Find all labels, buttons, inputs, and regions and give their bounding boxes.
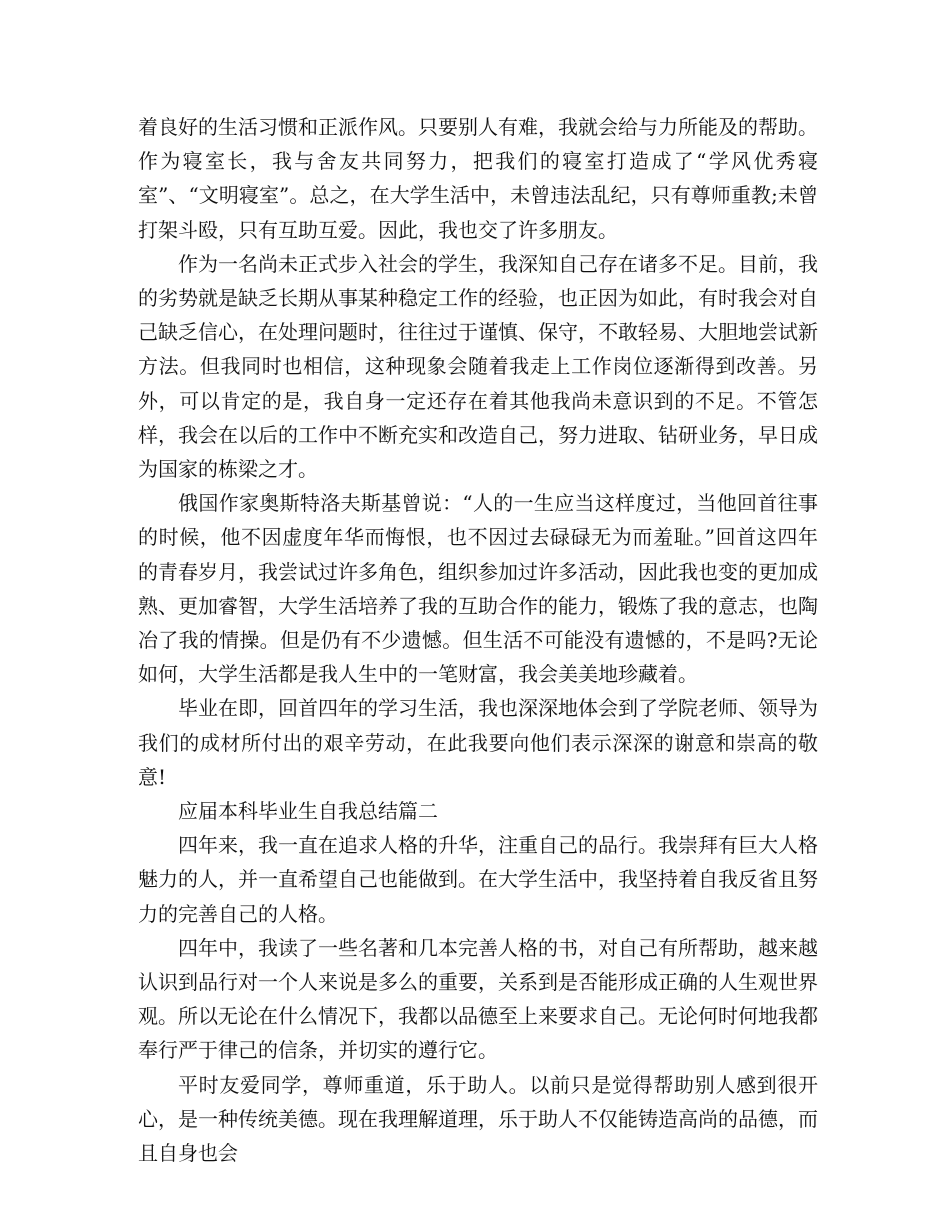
paragraph-continued: 着良好的生活习惯和正派作风。只要别人有难，我就会给与力所能及的帮助。作为寝室长，我与舍友共同努力，把我们的寝室打造成了“学风优秀寝室”、“文明寝室”。总之，在大学生活中，未曾违法乱纪，只有尊师重教;未曾打架斗殴，只有互助互爱。因此，我也交了许多朋友。 — [138, 115, 818, 242]
paragraph-character: 四年来，我一直在追求人格的升华，注重自己的品行。我崇拜有巨大人格魅力的人，并一直希望自己也能做到。在大学生活中，我坚持着自我反省且努力的完善自己的人格。 — [138, 833, 818, 926]
paragraph-quote: 俄国作家奥斯特洛夫斯基曾说：“人的一生应当这样度过，当他回首往事的时候，他不因虚度年华而悔恨，也不因过去碌碌无为而羞耻。”回首这四年的青春岁月，我尝试过许多角色，组织参加过许多活动，因此我也变的更加成熟、更加睿智，大学生活培养了我的互助合作的能力，锻炼了我的意志，也陶冶了我的情操。但是仍有不少遗憾。但生活不可能没有遗憾的，不是吗?无论如何，大学生活都是我人生中的一笔财富，我会美美地珍藏着。 — [138, 491, 818, 687]
paragraph-shortcomings: 作为一名尚未正式步入社会的学生，我深知自己存在诸多不足。目前，我的劣势就是缺乏长期从事某种稳定工作的经验，也正因为如此，有时我会对自己缺乏信心，在处理问题时，往往过于谨慎、保守，不敢轻易、大胆地尝试新方法。但我同时也相信，这种现象会随着我走上工作岗位逐渐得到改善。另外，可以肯定的是，我自身一定还存在着其他我尚未意识到的不足。不管怎样，我会在以后的工作中不断充实和改造自己，努力进取、钻研业务，早日成为国家的栋梁之才。 — [138, 251, 818, 482]
paragraph-reading: 四年中，我读了一些名著和几本完善人格的书，对自己有所帮助，越来越认识到品行对一个人来说是多么的重要，关系到是否能形成正确的人生观世界观。所以无论在什么情况下，我都以品德至上来要求自己。无论何时何地我都奉行严于律己的信条，并切实的遵行它。 — [138, 935, 818, 1063]
document-body — [138, 110, 818, 1170]
paragraph-gratitude: 毕业在即，回首四年的学习生活，我也深深地体会到了学院老师、领导为我们的成材所付出的艰辛劳动，在此我要向他们表示深深的谢意和崇高的敬意! — [138, 696, 818, 789]
paragraph-helping: 平时友爱同学，尊师重道，乐于助人。以前只是觉得帮助别人感到很开心，是一种传统美德。现在我理解道理，乐于助人不仅能铸造高尚的品德，而且自身也会 — [138, 1072, 818, 1166]
section-heading: 应届本科毕业生自我总结篇二 — [178, 799, 438, 824]
